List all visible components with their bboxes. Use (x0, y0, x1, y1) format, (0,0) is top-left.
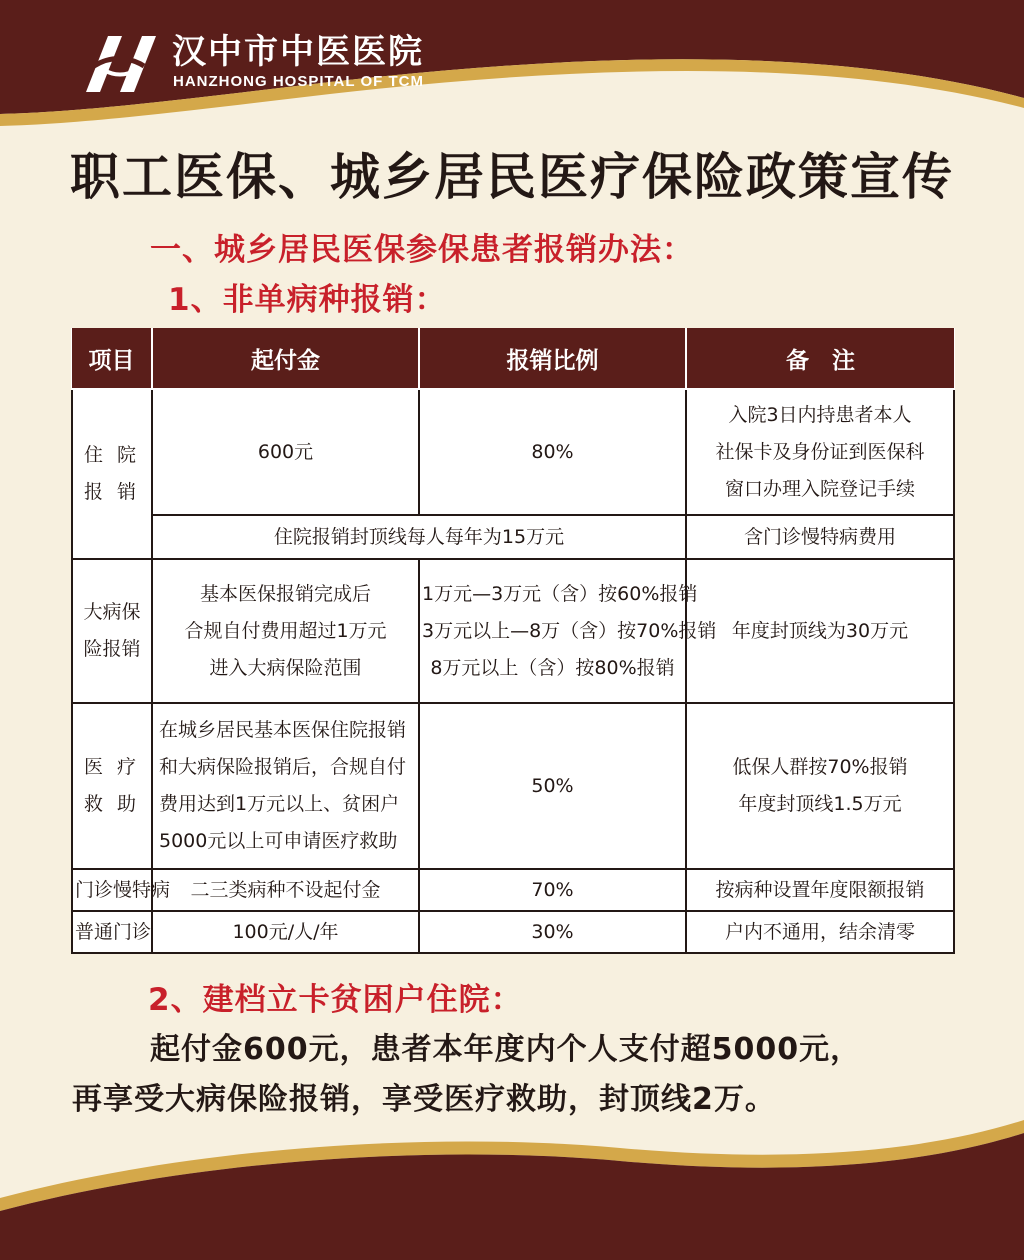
row-label-general-outpatient: 普通门诊 (72, 911, 152, 953)
critical-note: 年度封顶线为30万元 (686, 559, 954, 703)
section-1-heading: 一、城乡居民医保参保患者报销办法： (150, 232, 694, 268)
inpatient-cap: 住院报销封顶线每人每年为15万元 (152, 515, 686, 559)
chronic-ratio: 70% (419, 869, 686, 911)
section-1-subheading: 1、非单病种报销： (168, 282, 447, 318)
table-row-inpatient (72, 389, 954, 515)
outpatient-ratio: 30% (419, 911, 686, 953)
page-title: 职工医保、城乡居民医疗保险政策宣传 (70, 148, 954, 206)
outpatient-note: 户内不通用，结余清零 (686, 911, 954, 953)
chronic-deductible: 二三类病种不设起付金 (152, 869, 419, 911)
inpatient-ratio: 80% (419, 389, 686, 515)
table-row-general-outpatient (72, 911, 954, 953)
logo-name-cn: 汉中市中医医院 (172, 32, 424, 72)
header-note: 备 注 (686, 328, 954, 389)
table-row-medical-assistance (72, 703, 954, 869)
row-label-inpatient: 住 院 报 销 (72, 389, 152, 559)
section-2-paragraph-line-1: 起付金600元，患者本年度内个人支付超5000元， (150, 1032, 862, 1067)
assistance-note: 低保人群按70%报销 年度封顶线1.5万元 (686, 703, 954, 869)
critical-deductible: 基本医保报销完成后 合规自付费用超过1万元 进入大病保险范围 (152, 559, 419, 703)
row-label-chronic-outpatient: 门诊慢特病 (72, 869, 152, 911)
table-row-critical-illness (72, 559, 954, 703)
table-header-row (72, 328, 954, 389)
section-2-heading: 2、建档立卡贫困户住院： (148, 982, 523, 1018)
policy-table (71, 328, 955, 954)
assistance-ratio: 50% (419, 703, 686, 869)
header-item: 项目 (72, 328, 152, 389)
inpatient-deductible: 600元 (152, 389, 419, 515)
logo-name-en: HANZHONG HOSPITAL OF TCM (173, 73, 424, 90)
outpatient-deductible: 100元/人/年 (152, 911, 419, 953)
assistance-deductible: 在城乡居民基本医保住院报销 和大病保险报销后，合规自付 费用达到1万元以上、贫困户 5000元以上可申请医疗救助 (152, 703, 419, 869)
header-deductible: 起付金 (152, 328, 419, 389)
hospital-logo-icon (80, 30, 160, 100)
header-ratio: 报销比例 (419, 328, 686, 389)
row-label-medical-assistance: 医 疗 救 助 (72, 703, 152, 869)
chronic-note: 按病种设置年度限额报销 (686, 869, 954, 911)
row-label-critical-illness: 大病保 险报销 (72, 559, 152, 703)
inpatient-note: 入院3日内持患者本人 社保卡及身份证到医保科 窗口办理入院登记手续 (686, 389, 954, 515)
table-row-chronic-outpatient (72, 869, 954, 911)
critical-ratio: 1万元—3万元（含）按60%报销 3万元以上—8万（含）按70%报销 8万元以上（含）按80%报销 (419, 559, 686, 703)
table-row-inpatient-cap (72, 515, 954, 559)
inpatient-cap-note: 含门诊慢特病费用 (686, 515, 954, 559)
section-2-paragraph-line-2: 再享受大病保险报销，享受医疗救助，封顶线2万。 (72, 1082, 776, 1117)
